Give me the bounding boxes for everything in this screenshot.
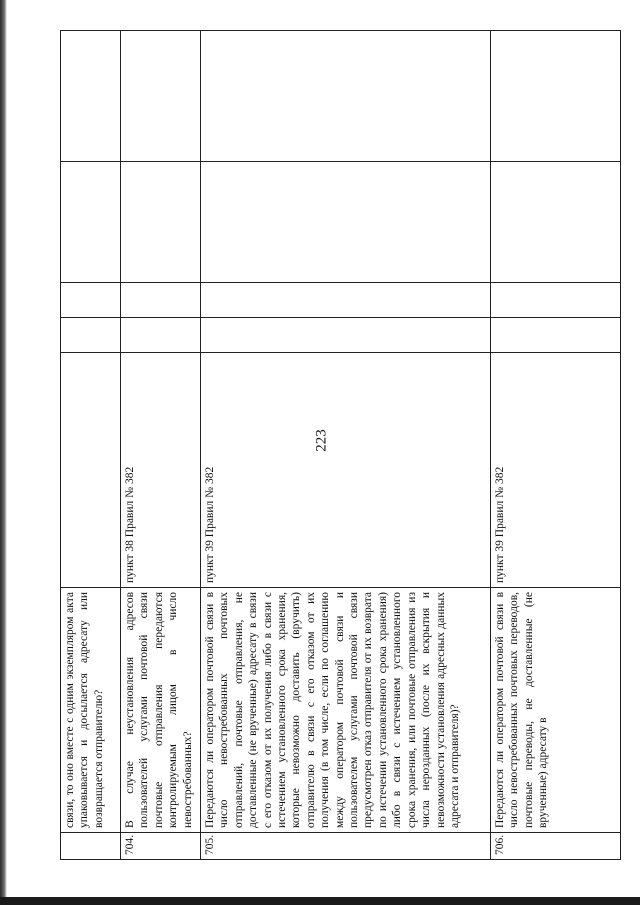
empty-cell <box>121 318 201 353</box>
row-number <box>61 833 121 860</box>
legal-reference: пункт 39 Правил № 382 <box>201 353 491 588</box>
empty-cell <box>491 283 621 318</box>
scan-edge-bottom <box>0 897 640 905</box>
empty-cell <box>491 31 621 162</box>
empty-cell <box>61 162 121 283</box>
empty-cell <box>201 162 491 283</box>
question-text: Передаются ли оператором почтовой связи в число невостребованных почтовых переводов, почтовые переводы, не доставленные (не врученные) адресату в <box>491 588 621 833</box>
scan-edge-left <box>0 0 7 905</box>
empty-cell <box>491 162 621 283</box>
rotated-table-container <box>60 30 620 860</box>
empty-cell <box>121 162 201 283</box>
empty-cell <box>201 318 491 353</box>
table-row <box>121 31 201 860</box>
row-number: 704. <box>121 833 201 860</box>
page-number: 223 <box>313 429 330 452</box>
table-row <box>201 31 491 860</box>
empty-cell <box>491 318 621 353</box>
empty-cell <box>201 283 491 318</box>
empty-cell <box>121 283 201 318</box>
empty-cell <box>61 318 121 353</box>
legal-reference: пункт 38 Правил № 382 <box>121 353 201 588</box>
row-number: 706. <box>491 833 621 860</box>
row-number: 705. <box>201 833 491 860</box>
empty-cell <box>61 283 121 318</box>
question-text: связи, то оно вместе с одним экземпляром акта упаковывается и досылается адресату или возвращается отправителю? <box>61 588 121 833</box>
question-text: В случае неустановления адресов пользователей услугами почтовой связи почтовые отправления передаются контролируемым лицом в число невостребованных? <box>121 588 201 833</box>
checklist-table <box>60 30 621 860</box>
question-text: Передаются ли оператором почтовой связи в число невостребованных почтовых отправлений, почтовые отправления, не доставленные (не врученные) адресату в связи с его отказом от их получения либо в связи с истечением установленного срока хранения, которые невозможно доставить (вручить) отправителю в связи с его отказом от их получения (в том числе, если по соглашению между оператором почтовой связи и пользователем услугами почтовой связи предусмотрен отказ отправителя от их возврата по истечении установленного срока хранения) либо в связи с истечением установленного срока хранения, или почтовые отправления из числа нерозданных (после их вскрытия и невозможности установления адресных данных адресата и отправителя)? <box>201 588 491 833</box>
legal-reference: пункт 39 Правил № 382 <box>491 353 621 588</box>
table-row <box>491 31 621 860</box>
empty-cell <box>61 31 121 162</box>
empty-cell <box>201 31 491 162</box>
table-row <box>61 31 121 860</box>
legal-reference <box>61 353 121 588</box>
empty-cell <box>121 31 201 162</box>
